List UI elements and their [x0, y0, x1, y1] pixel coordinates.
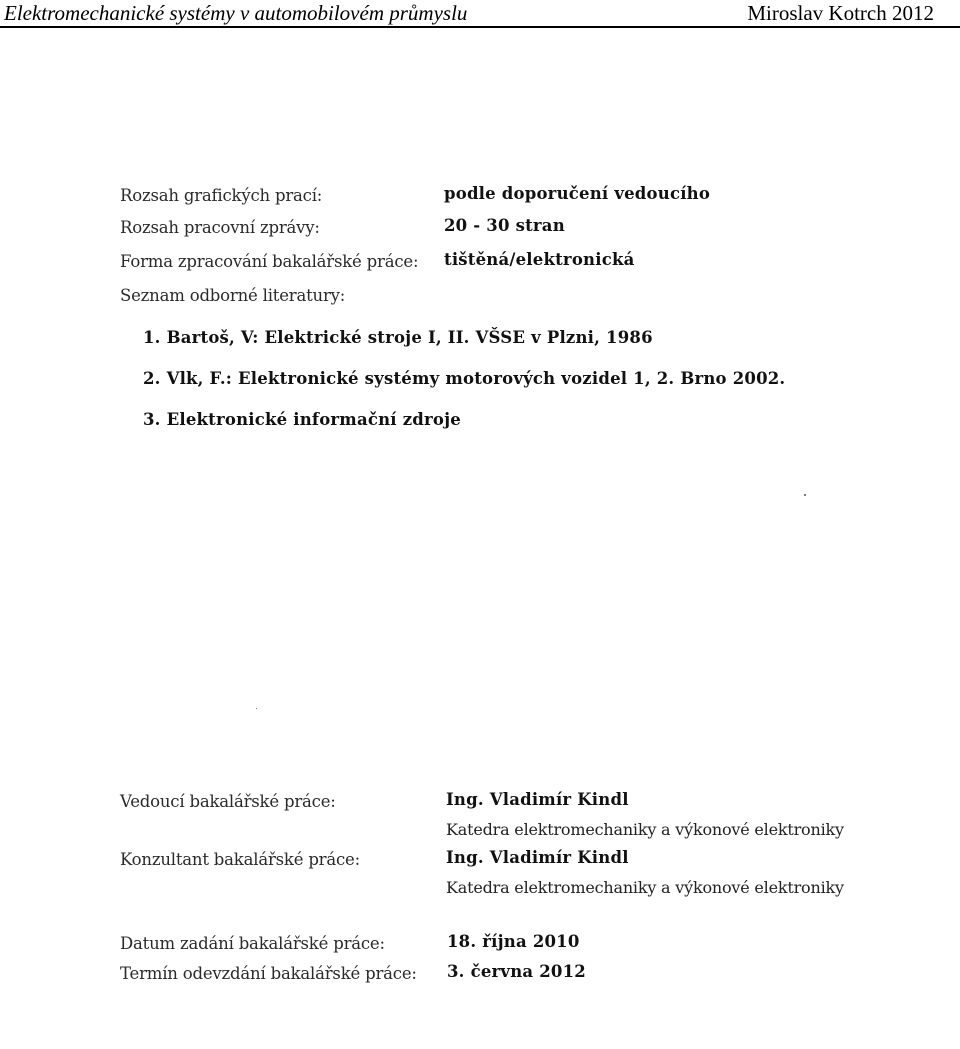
consultant-name: Ing. Vladimír Kindl — [446, 848, 629, 867]
consultant-label: Konzultant bakalářské práce: — [120, 850, 360, 869]
report-scope-label: Rozsah pracovní zprávy: — [120, 218, 320, 237]
scanned-page — [0, 28, 960, 1049]
assigned-date-value: 18. října 2010 — [447, 932, 580, 951]
consultant-department: Katedra elektromechaniky a výkonové elektroniky — [446, 878, 844, 897]
scan-speck — [256, 708, 257, 709]
supervisor-department: Katedra elektromechaniky a výkonové elektroniky — [446, 820, 844, 839]
document-title: Elektromechanické systémy v automobilovém průmyslu — [4, 1, 468, 25]
graphic-scope-label: Rozsah grafických prací: — [120, 186, 323, 205]
form-value: tištěná/elektronická — [444, 250, 635, 269]
literature-item: 3. Elektronické informační zdroje — [143, 410, 461, 429]
supervisor-name: Ing. Vladimír Kindl — [446, 790, 629, 809]
scan-speck — [804, 494, 806, 496]
author-year: Miroslav Kotrch 2012 — [747, 1, 934, 25]
literature-item: 1. Bartoš, V: Elektrické stroje I, II. VŠSE v Plzni, 1986 — [143, 328, 653, 347]
due-date-value: 3. června 2012 — [447, 962, 586, 981]
due-date-label: Termín odevzdání bakalářské práce: — [120, 964, 417, 983]
running-header — [0, 0, 960, 28]
form-label: Forma zpracování bakalářské práce: — [120, 252, 419, 271]
report-scope-value: 20 - 30 stran — [444, 216, 565, 235]
assigned-date-label: Datum zadání bakalářské práce: — [120, 934, 385, 953]
supervisor-label: Vedoucí bakalářské práce: — [120, 792, 336, 811]
literature-item: 2. Vlk, F.: Elektronické systémy motorových vozidel 1, 2. Brno 2002. — [143, 369, 786, 388]
graphic-scope-value: podle doporučení vedoucího — [444, 184, 711, 203]
literature-label: Seznam odborné literatury: — [120, 286, 346, 305]
